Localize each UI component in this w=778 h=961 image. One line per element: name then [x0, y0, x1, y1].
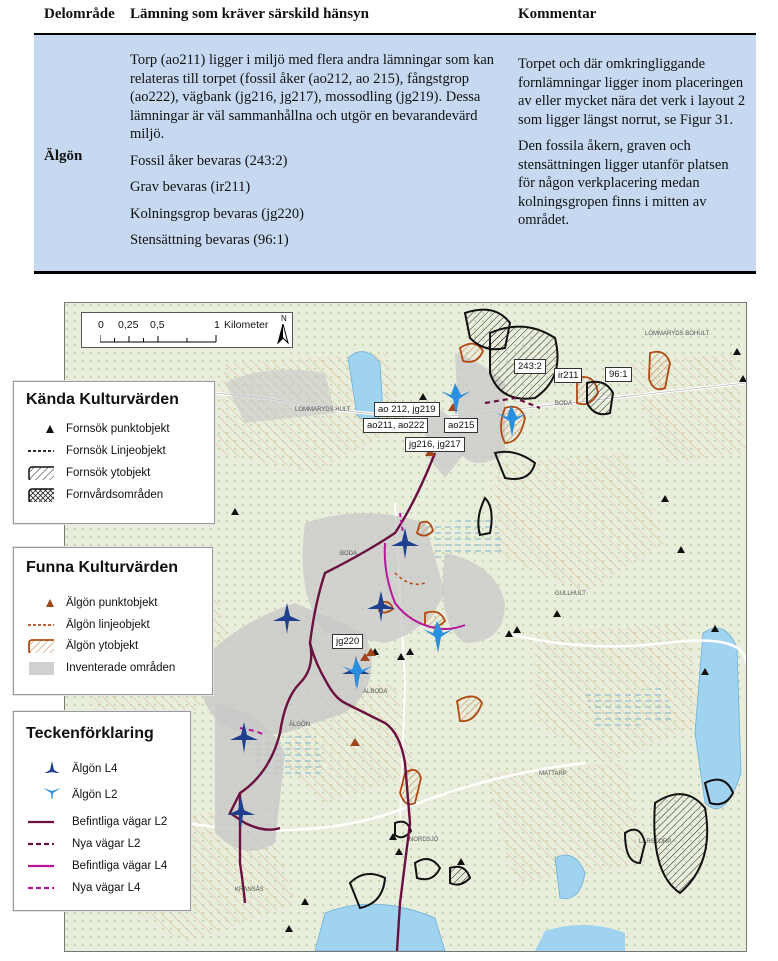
label-96: 96:1 [605, 367, 632, 382]
label-ao215: ao215 [444, 418, 478, 433]
legend-item [14, 639, 212, 655]
comment-text: Den fossila åkern, graven och stensättningen ligger utanför platsen för någon verkplacering medan kolningsgropen finns i mitten av området. [518, 138, 729, 228]
grey-area-icon [28, 661, 54, 675]
crosshatched-area-icon [28, 488, 54, 502]
legend-item [14, 466, 214, 482]
legend-item [14, 444, 214, 458]
legend-label: Fornsök ytobjekt [66, 467, 151, 479]
dashed-road-icon [28, 837, 54, 851]
legend-item [14, 859, 190, 873]
legend-label: Fornvårdsområden [66, 489, 164, 501]
comment-text: Torpet och där omkringliggande fornlämningar ligger inom placeringen av eller mycket nära det verk i layout 2 som ligger längst norrut, se Figur 31. [518, 56, 746, 128]
legend-item [14, 596, 212, 610]
findings-table [34, 0, 756, 274]
legend-found [13, 547, 213, 695]
place-name: GULLHULT [555, 591, 586, 597]
legend-label: Nya vägar L4 [72, 882, 141, 894]
scale-tick: 0 [98, 319, 104, 331]
scale-tick: 0,25 [118, 319, 139, 331]
scale-tick: 0,5 [150, 319, 165, 331]
place-name: KRANSÅS [235, 887, 264, 893]
label-ir211: ir211 [554, 368, 582, 383]
legend-item [14, 618, 212, 632]
road-line-icon [28, 815, 54, 829]
dashed-road-icon [28, 881, 54, 895]
legend-title: Kända Kulturvärden [26, 391, 179, 408]
turbine-l4-icon [42, 759, 68, 773]
legend-label: Älgön punktobjekt [66, 597, 158, 609]
legend-label: Inventerade områden [66, 662, 176, 674]
legend-item [14, 661, 212, 677]
dashed-line-icon [28, 618, 54, 632]
hatched-area-icon [28, 466, 54, 480]
north-arrow-icon [276, 324, 290, 344]
label-243: 243:2 [514, 359, 546, 374]
remains-text: Grav bevaras (ir211) [130, 179, 251, 195]
place-name: BODA [340, 551, 358, 557]
table-row [34, 35, 756, 274]
remains-text: Fossil åker bevaras (243:2) [130, 152, 288, 169]
label-ao212: ao 212, jg219 [374, 402, 440, 417]
legend-known [13, 381, 215, 524]
place-name: LOMMARYDS HULT [295, 407, 351, 413]
legend-label: Fornsök Linjeobjekt [66, 445, 166, 457]
scale-unit: Kilometer [224, 319, 269, 331]
place-name: ÄLGÖN [289, 722, 311, 728]
legend-label: Nya vägar L2 [72, 838, 141, 850]
legend-label: Fornsök punktobjekt [66, 423, 170, 435]
label-ao211: ao211, ao222 [363, 418, 428, 433]
turbine-l2-icon [42, 785, 68, 799]
header-area: Delområde [44, 6, 115, 22]
legend-label: Befintliga vägar L4 [72, 860, 168, 872]
legend-item [14, 762, 190, 782]
legend-item [14, 815, 190, 829]
legend-label: Älgön L4 [72, 763, 118, 775]
place-name: ALBODA [363, 689, 388, 695]
legend-title: Funna Kulturvärden [26, 559, 179, 576]
legend-item [14, 837, 190, 851]
road-line-icon [28, 859, 54, 873]
scale-bar [81, 312, 293, 348]
place-name: NORDSJÖ [409, 837, 439, 843]
remains-text: Kolningsgrop bevaras (jg220) [130, 205, 304, 222]
legend-item [14, 488, 214, 504]
legend-label: Befintliga vägar L2 [72, 816, 168, 828]
area-cell: Älgön [44, 148, 83, 164]
scale-tick: 1 [214, 319, 220, 331]
remains-cell [130, 51, 515, 258]
legend-item [14, 422, 214, 436]
remains-text: Torp (ao211) ligger i miljö med flera andra lämningar som kan relateras till torpet (fossil åker (ao212, ao 215), fångstgrop (ao222), vägbank (jg216, jg217), mossodling (jg219). Dessa lämningar är väl sammanhållna och utgör en bevarandevärd miljö. [130, 52, 495, 142]
remains-text: Stensättning bevaras (96:1) [130, 232, 289, 248]
label-jg220: jg220 [332, 634, 363, 649]
header-remains: Lämning som kräver särskild hänsyn [130, 6, 369, 22]
legend-item [14, 788, 190, 808]
place-name: BODA [555, 401, 573, 407]
header-comment: Kommentar [518, 6, 597, 22]
legend-title: Teckenförklaring [26, 725, 154, 742]
legend-key [13, 711, 191, 911]
place-name: MATTARP [539, 771, 567, 777]
legend-label: Älgön linjeobjekt [66, 619, 150, 631]
label-jg216: jg216, jg217 [405, 437, 465, 452]
legend-label: Älgön L2 [72, 789, 118, 801]
place-name: LOMMARYDS BOHULT [645, 331, 710, 337]
scale-ruler [100, 333, 280, 345]
legend-item [14, 881, 190, 895]
comment-cell [518, 55, 746, 238]
table-header [34, 0, 756, 35]
hatched-area-icon [28, 639, 54, 653]
dashed-line-icon [28, 444, 54, 458]
place-name: LARSTORP [639, 839, 672, 845]
north-label: N [281, 314, 287, 323]
legend-label: Älgön ytobjekt [66, 640, 139, 652]
